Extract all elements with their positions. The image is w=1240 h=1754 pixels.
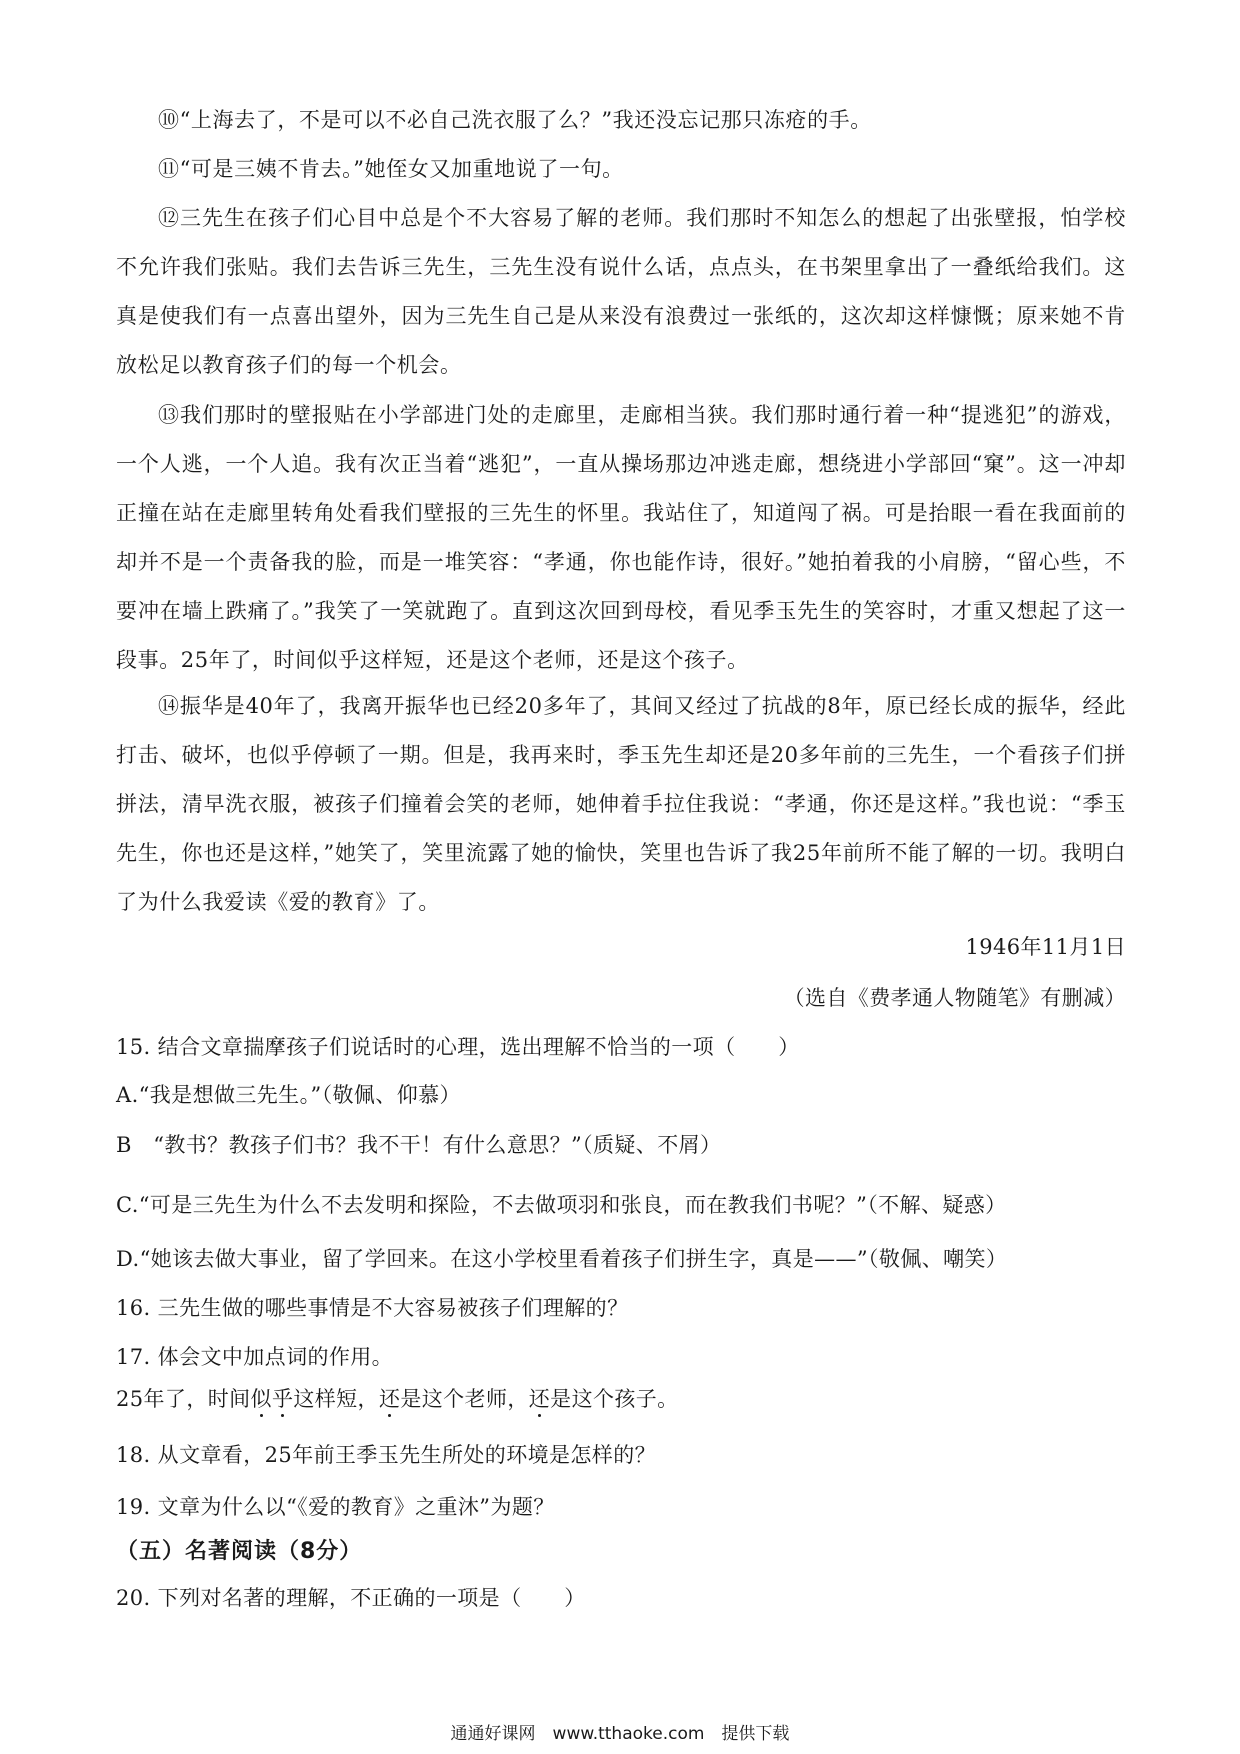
article-source: （选自《费孝通人物随笔》有删减）: [783, 986, 1126, 1010]
sentence-text: 是这个老师，: [400, 1387, 529, 1411]
question-16: 16. 三先生做的哪些事情是不大容易被孩子们理解的？: [116, 1296, 629, 1320]
section-heading: （五）名著阅读（8分）: [116, 1539, 363, 1564]
dotted-word-hai-2: 还: [528, 1387, 551, 1411]
sentence-text: 是这个孩子。: [550, 1387, 679, 1411]
question-18: 18. 从文章看，25年前王季玉先生所处的环境是怎样的？: [116, 1443, 656, 1467]
dotted-word-sihu: 似乎: [250, 1387, 294, 1411]
paragraph-13: ⑬我们那时的壁报贴在小学部进门处的走廊里，走廊相当狭。我们那时通行着一种“提逃犯”的游戏，一个人逃，一个人追。我有次正当着“逃犯”，一直从操场那边冲逃走廊，想绕进小学部回“窠”。这一冲却正撞在站在走廊里转角处看我们壁报的三先生的怀里。我站住了，知道闯了祸。可是抬眼一看在我面前的却并不是一个责备我的脸，而是一堆笑容：“孝通，你也能作诗，很好。”她拍着我的小肩膀，“留心些，不要冲在墙上跌痛了。”我笑了一笑就跑了。直到这次回到母校，看见季玉先生的笑容时，才重又想起了这一段事。25年了，时间似乎这样短，还是这个老师，还是这个孩子。: [116, 403, 1126, 672]
question-20: 20. 下列对名著的理解，不正确的一项是（ ）: [116, 1586, 586, 1610]
question-15-option-d: D.“她该去做大事业，留了学回来。在这小学校里看着孩子们拼生字，真是——”（敬佩、嘲笑）: [116, 1247, 1008, 1271]
question-15-option-b: B “教书？教孩子们书？我不干！有什么意思？”（质疑、不屑）: [116, 1133, 722, 1157]
question-17-sentence: [116, 1384, 1126, 1414]
paragraph-11: ⑪“可是三姨不肯去。”她侄女又加重地说了一句。: [158, 157, 624, 181]
sentence-text: 25年了，时间: [116, 1387, 251, 1411]
sentence-text: 这样短，: [293, 1387, 379, 1411]
question-15: 15. 结合文章揣摩孩子们说话时的心理，选出理解不恰当的一项（ ）: [116, 1035, 800, 1059]
question-15-option-c: C.“可是三先生为什么不去发明和探险，不去做项羽和张良，而在教我们书呢？”（不解、疑惑）: [116, 1193, 1007, 1217]
question-15-option-a: A.“我是想做三先生。”（敬佩、仰慕）: [116, 1083, 461, 1107]
paragraph-14: ⑭振华是40年了，我离开振华也已经20多年了，其间又经过了抗战的8年，原已经长成的振华，经此打击、破坏，也似乎停顿了一期。但是，我再来时，季玉先生却还是20多年前的三先生，一个看孩子们拼拼法，清早洗衣服，被孩子们撞着会笑的老师，她伸着手拉住我说：“孝通，你还是这样。”我也说：“季玉先生，你也还是这样，”她笑了，笑里流露了她的愉快，笑里也告诉了我25年前所不能了解的一切。我明白了为什么我爱读《爱的教育》了。: [116, 694, 1126, 914]
paragraph-12: ⑫三先生在孩子们心目中总是个不大容易了解的老师。我们那时不知怎么的想起了出张壁报，怕学校不允许我们张贴。我们去告诉三先生，三先生没有说什么话，点点头，在书架里拿出了一叠纸给我们。这真是使我们有一点喜出望外，因为三先生自己是从来没有浪费过一张纸的，这次却这样慷慨；原来她不肯放松足以教育孩子们的每一个机会。: [116, 206, 1126, 377]
article-date: 1946年11月1日: [965, 935, 1126, 959]
paragraph-10: ⑩“上海去了，不是可以不必自己洗衣服了么？”我还没忘记那只冻疮的手。: [158, 108, 872, 132]
question-19: 19. 文章为什么以“《爱的教育》之重沐”为题？: [116, 1495, 555, 1519]
question-17: 17. 体会文中加点词的作用。: [116, 1345, 394, 1369]
footer-source: 通通好课网 www.tthaoke.com 提供下载: [450, 1724, 790, 1744]
dotted-word-hai-1: 还: [378, 1387, 401, 1411]
